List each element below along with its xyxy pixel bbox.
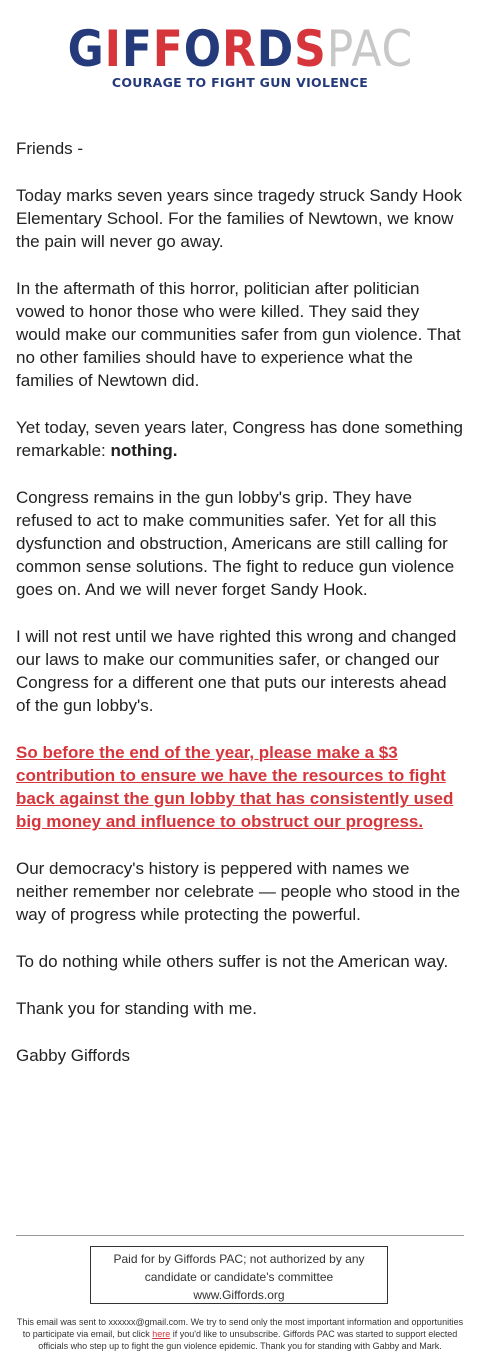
paragraph: Thank you for standing with me. <box>16 999 257 1018</box>
footer-text-pre: This email was sent to xxxxxx@gmail.com. We try to send only the most important information and opportunities to participate via email, but click <box>16 1317 464 1339</box>
paragraph-text: Yet today, seven years later, Congress has done something remarkable: <box>16 418 463 460</box>
paragraph: Congress remains in the gun lobby's grip. They have refused to act to make communities safer. Yet for all this dysfunction and obstruction, Americans are still calling for common sense solutions. The fight to reduce gun violence goes on. And we will never forget Sandy Hook. <box>16 488 455 599</box>
paragraph: Today marks seven years since tragedy struck Sandy Hook Elementary School. For the families of Newtown, we know the pain will never go away. <box>16 186 462 251</box>
unsubscribe-link[interactable]: here <box>152 1329 171 1339</box>
logo-letter: I <box>104 20 122 78</box>
logo-letter: D <box>256 20 294 78</box>
paragraph: In the aftermath of this horror, politician after politician vowed to honor those who were killed. They said they would make our communities safer from gun violence. That no other families should have to experience what the families of Newtown did. <box>16 279 461 390</box>
footer-text <box>14 1316 466 1352</box>
donate-paragraph <box>16 741 464 833</box>
logo-letter: S <box>293 20 327 78</box>
emphasis-text: nothing. <box>110 441 178 460</box>
paragraph: I will not rest until we have righted this wrong and changed our laws to make our communities safer, or changed our Congress for a different one that puts our interests ahead of the gun lobby's. <box>16 627 457 715</box>
disclaimer-website: www.Giffords.org <box>193 1288 285 1302</box>
logo-letter: F <box>121 20 153 78</box>
giffords-pac-logo[interactable] <box>0 22 480 90</box>
signature: Gabby Giffords <box>16 1046 131 1065</box>
logo-letter: G <box>67 20 105 78</box>
logo-letter: R <box>221 20 257 78</box>
logo-letter: F <box>152 20 184 78</box>
donate-link[interactable]: So before the end of the year, please make a $3 contribution to ensure we have the resources to fight back against the gun lobby that has consistently used big money and influence to obstruct our progress. <box>16 743 454 831</box>
email-body <box>16 137 464 1091</box>
paragraph <box>16 416 464 462</box>
paragraph: To do nothing while others suffer is not the American way. <box>16 952 449 971</box>
greeting: Friends - <box>16 139 84 158</box>
disclaimer-line: Paid for by Giffords PAC; not authorized by any <box>113 1252 365 1266</box>
paragraph: Our democracy's history is peppered with names we neither remember nor celebrate — people who stood in the way of progress while protecting the powerful. <box>16 859 461 924</box>
logo-wordmark <box>67 22 413 76</box>
logo-pac: PAC <box>326 20 413 78</box>
footer-text-post: if you'd like to unsubscribe. Giffords PAC was started to support elected officials who step up to fight the gun violence epidemic. Thank you for standing with Gabby and Mark. <box>38 1329 458 1351</box>
footer-divider <box>16 1235 464 1236</box>
logo-tagline: COURAGE TO FIGHT GUN VIOLENCE <box>111 75 369 90</box>
logo-letter: O <box>183 20 222 78</box>
paid-for-disclaimer <box>90 1246 388 1304</box>
disclaimer-line: candidate or candidate's committee <box>144 1270 334 1284</box>
